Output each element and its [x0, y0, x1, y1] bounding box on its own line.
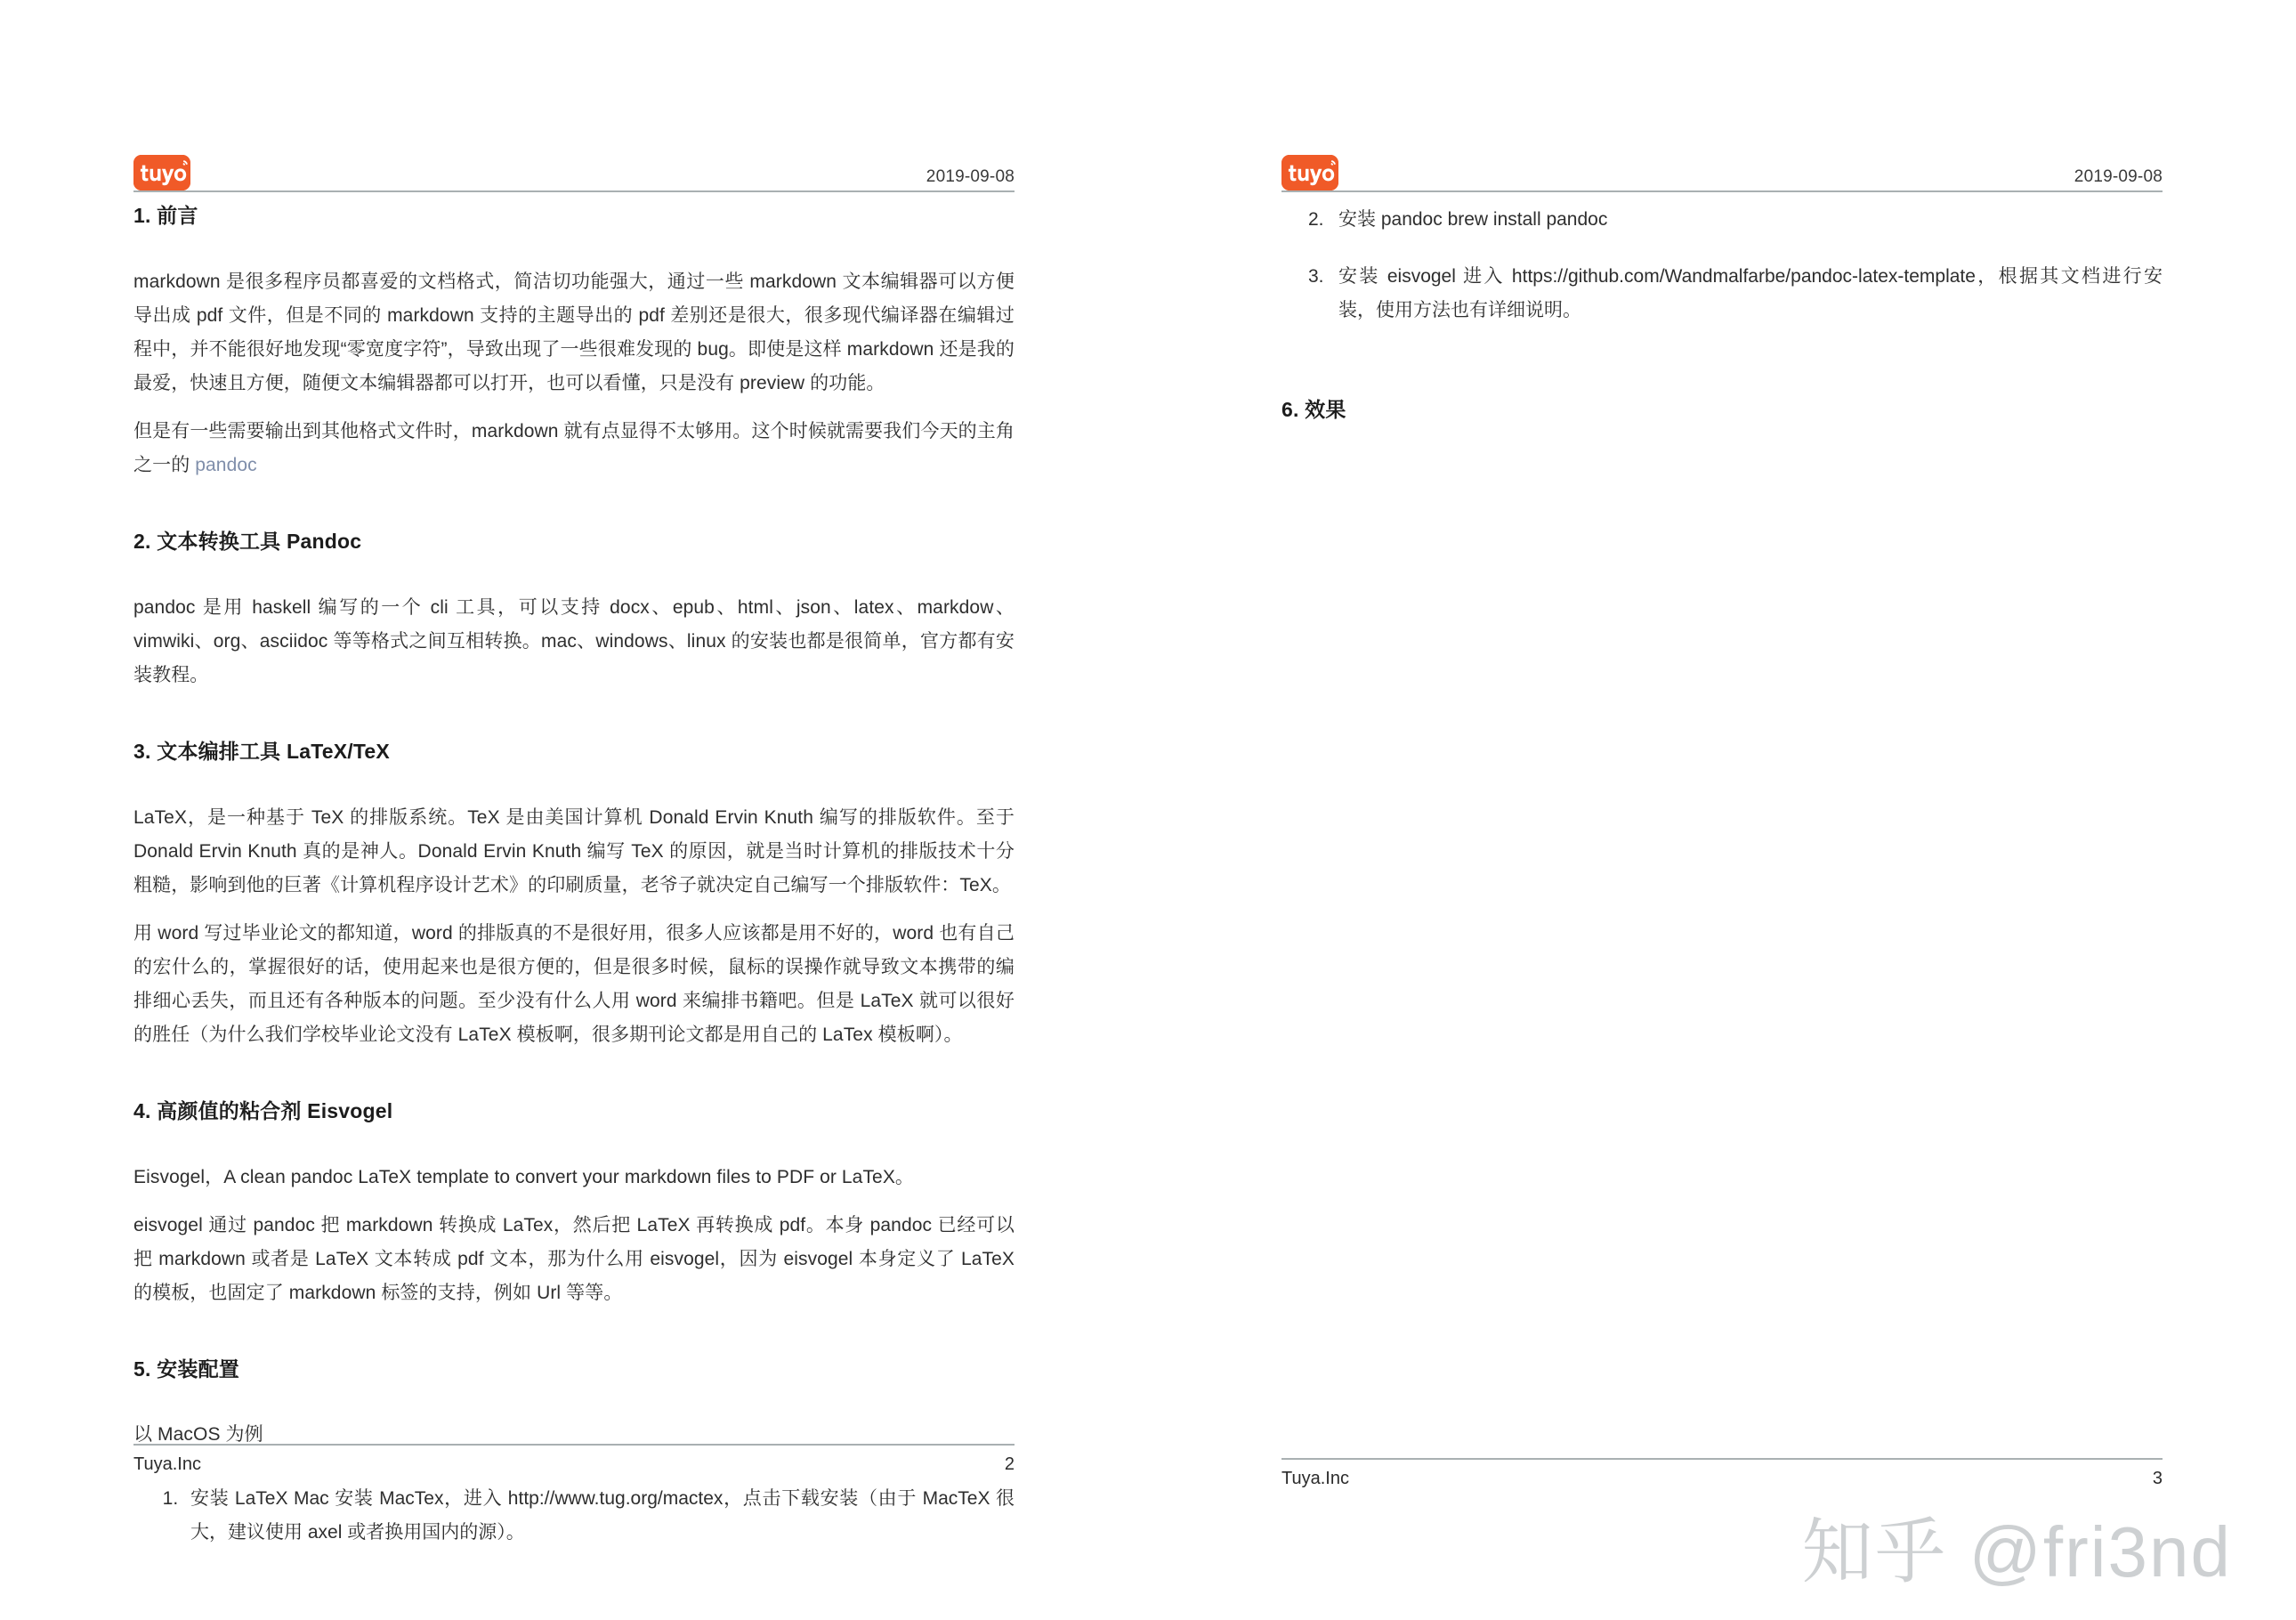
- install-steps-list-continued: [1281, 203, 2163, 328]
- install-step-2: [1281, 203, 2163, 237]
- section-1-paragraph-2-text: 但是有一些需要输出到其他格式文件时，markdown 就有点显得不太够用。这个时候就需要我们今天的主角之一的: [133, 420, 1015, 475]
- section-1-paragraph-1: markdown 是很多程序员都喜爱的文档格式，简洁切功能强大，通过一些 markdown 文本编辑器可以方便导出成 pdf 文件，但是不同的 markdown 支持的主题导出的 pdf 差别还是很大，很多现代编译器在编辑过程中，并不能很好地发现“零宽度字符”，导致出现了一些很难发现的 bug。即使是这样 markdown 还是我的最爱，快速且方便，随便文本编辑器都可以打开，也可以看懂，只是没有 preview 的功能。: [133, 271, 1015, 393]
- spacer: [133, 1310, 1015, 1357]
- page-content: [1281, 203, 2163, 424]
- footer-company: Tuya.Inc: [1281, 1469, 1349, 1488]
- footer-page-number: 3: [2152, 1469, 2163, 1488]
- page-header: [1281, 132, 2163, 192]
- footer-company: Tuya.Inc: [133, 1454, 201, 1474]
- spacer: [1281, 351, 2163, 397]
- tuya-logo-icon: [133, 155, 190, 190]
- section-2-paragraph-1: pandoc 是用 haskell 编写的一个 cli 工具，可以支持 docx、epub、html、json、latex、markdow、vimwiki、org、asciidoc 等等格式之间互相转换。mac、windows、linux 的安装也都是很简单，官方都有安装教程。: [133, 596, 1015, 685]
- section-heading-5: 5. 安装配置: [133, 1357, 239, 1381]
- section-4-paragraph-1: Eisvogel，A clean pandoc LaTeX template to convert your markdown files to PDF or LaTeX。: [133, 1166, 915, 1187]
- section-3-paragraph-1: LaTeX，是一种基于 TeX 的排版系统。TeX 是由美国计算机 Donald Ervin Knuth 编写的排版软件。至于 Donald Ervin Knuth 真的是神人。Donald Ervin Knuth 编写 TeX 的原因，就是当时计算机的排版技术十分粗糙，影响到他的巨著《计算机程序设计艺术》的印刷质量，老爷子就决定自己编写一个排版软件：TeX。: [133, 806, 1015, 895]
- install-step-2-marker: 2.: [1308, 209, 1324, 230]
- section-heading-4: 4. 高颜值的粘合剂 Eisvogel: [133, 1098, 393, 1122]
- page-header: [133, 132, 1015, 192]
- install-step-3: [1281, 260, 2163, 328]
- section-4-paragraph-2: eisvogel 通过 pandoc 把 markdown 转换成 LaTex，然后把 LaTeX 再转换成 pdf。本身 pandoc 已经可以把 markdown 或者是 LaTeX 文本转成 pdf 文本，那为什么用 eisvogel，因为 eisvogel 本身定义了 LaTeX 的模板，也固定了 markdown 标签的支持，例如 Url 等等。: [133, 1214, 1015, 1303]
- install-step-2-text: 安装 pandoc brew install pandoc: [1338, 209, 1608, 230]
- footer-page-number: 2: [1004, 1454, 1015, 1474]
- section-heading-2: 2. 文本转换工具 Pandoc: [133, 529, 362, 553]
- install-steps-list: [133, 1482, 1015, 1550]
- zhihu-watermark: 知乎 @fri3nd: [1801, 1512, 2232, 1592]
- section-5-paragraph-1: 以 MacOS 为例: [133, 1424, 263, 1446]
- page-content: [133, 203, 1015, 1550]
- spacer: [133, 693, 1015, 739]
- install-step-3-text: 安装 eisvogel 进入 https://github.com/Wandmalfarbe/pandoc-latex-template，根据其文档进行安装，使用方法也有详细说明。: [1338, 266, 2163, 320]
- section-3-paragraph-2: 用 word 写过毕业论文的都知道，word 的排版真的不是很好用，很多人应该都是用不好的，word 也有自己的宏什么的，掌握很好的话，使用起来也是很方便的，但是很多时候，鼠标的误操作就导致文本携带的编排细心丢失，而且还有各种版本的问题。至少没有什么人用 word 来编排书籍吧。但是 LaTeX 就可以很好的胜任（为什么我们学校毕业论文没有 LaTeX 模板啊，很多期刊论文都是用自己的 LaTex 模板啊）。: [133, 922, 1015, 1045]
- section-heading-3: 3. 文本编排工具 LaTeX/TeX: [133, 739, 390, 763]
- spacer: [133, 482, 1015, 529]
- header-date: 2019-09-08: [926, 167, 1015, 186]
- install-step-1: 1. 安装 LaTeX Mac 安装 MacTex，进入 http://www.tug.org/mactex，点击下载安装（由于 MacTeX 很大，建议使用 axel 或者换用国内的源）。: [183, 1482, 1015, 1550]
- header-date: 2019-09-08: [2074, 167, 2163, 186]
- page-footer: [1281, 1458, 2163, 1489]
- install-step-3-marker: 3.: [1308, 266, 1324, 287]
- section-heading-6: 6. 效果: [1281, 398, 1346, 421]
- pandoc-link[interactable]: pandoc: [195, 454, 257, 475]
- page-footer: [133, 1444, 1015, 1475]
- document-page-3: [1148, 0, 2296, 1620]
- section-1-paragraph-2: [133, 415, 1015, 482]
- section-heading-1: 1. 前言: [133, 204, 198, 227]
- spacer: [133, 1052, 1015, 1098]
- tuya-logo-icon: [1281, 155, 1338, 190]
